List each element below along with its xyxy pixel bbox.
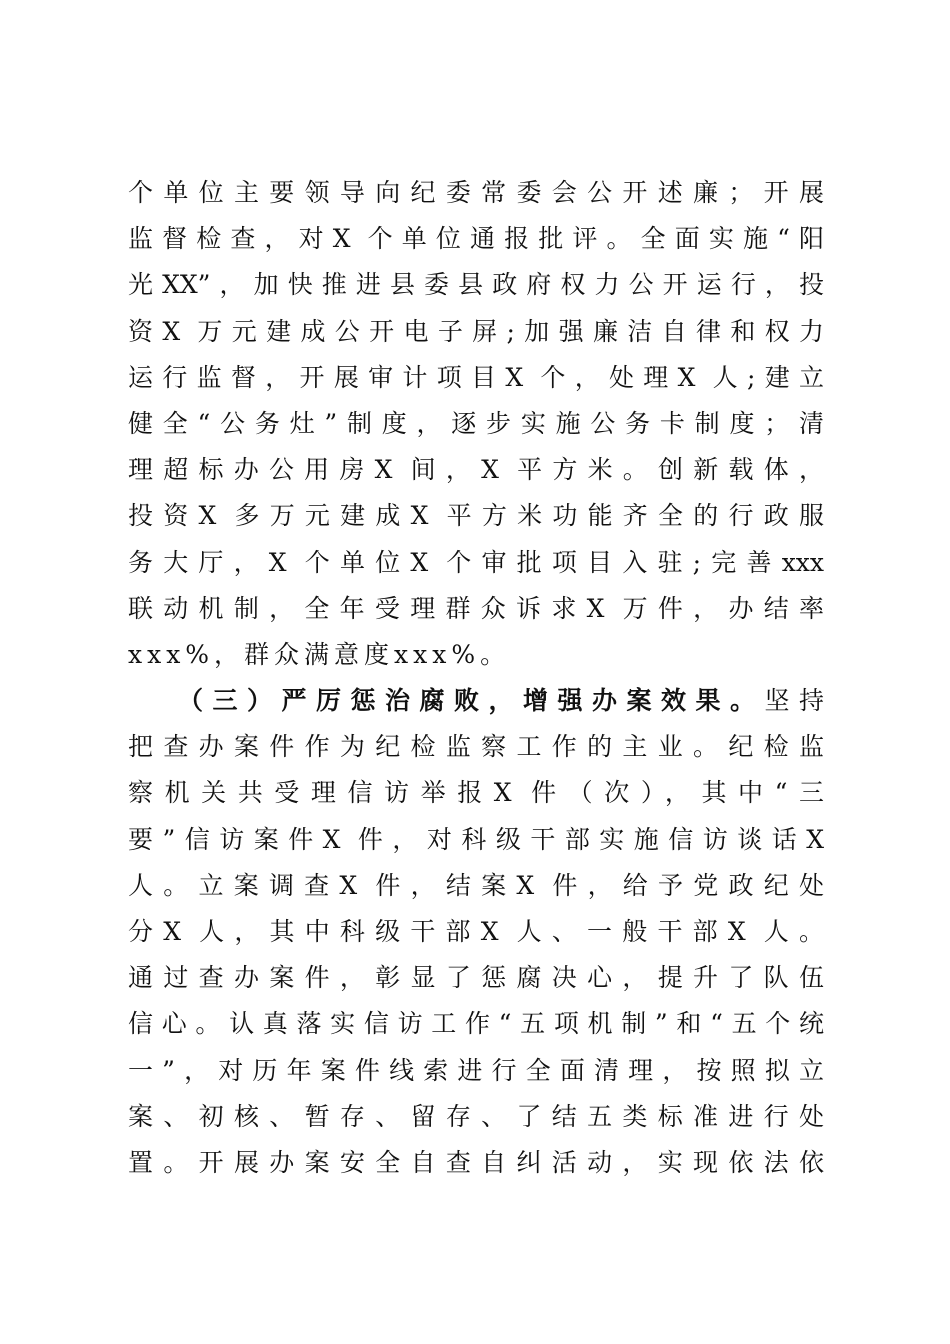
paragraph-2-first-line-text: 坚持 [764, 686, 824, 716]
paragraph-2-first-line [128, 678, 824, 724]
paragraph-1-line: 健全“公务灶”制度，逐步实施公务卡制度；清 [128, 408, 824, 438]
paragraph-2-line: 置。开展办案安全自查自纠活动，实现依法依 [128, 1147, 824, 1177]
paragraph-1-line: 务大厅，X 个单位X 个审批项目入驻;完善xxx [128, 547, 824, 577]
paragraph-2-line: 要”信访案件X 件，对科级干部实施信访谈话X [128, 824, 824, 854]
paragraph-2-line: 人。立案调查X 件，结案X 件，给予党政纪处 [128, 870, 824, 900]
paragraph-1-line: 联动机制，全年受理群众诉求X 万件，办结率 [128, 593, 824, 623]
paragraph-1-line: 监督检查，对X 个单位通报批评。全面实施“阳 [128, 224, 824, 254]
paragraph-1-line: 资X 万元建成公开电子屏;加强廉洁自律和权力 [128, 316, 824, 346]
paragraph-2-line: 把查办案件作为纪检监察工作的主业。纪检监 [128, 732, 824, 762]
paragraph-1-line: 光XX”，加快推进县委县政府权力公开运行，投 [128, 270, 824, 300]
paragraph-2-line: 察机关共受理信访举报X 件（次），其中“三 [128, 778, 824, 808]
paragraph-2-line: 分X 人，其中科级干部X 人、一般干部X 人。 [128, 917, 824, 946]
paragraph-2-line: 信心。认真落实信访工作“五项机制”和“五个统 [128, 1009, 824, 1039]
paragraph-1-line: 运行监督，开展审计项目X 个，处理X 人;建立 [128, 362, 824, 392]
paragraph-2-line: 案、初核、暂存、留存、了结五类标准进行处 [128, 1101, 824, 1131]
paragraph-1-line: 投资X 多万元建成X 平方米功能齐全的行政服 [128, 501, 824, 531]
section-heading: （三）严厉惩治腐败，增强办案效果。 [178, 686, 765, 716]
document-body [128, 170, 824, 1186]
paragraph-1-line: xxx%，群众满意度xxx%。 [128, 639, 511, 669]
paragraph-1-line: 个单位主要领导向纪委常委会公开述廉；开展 [128, 178, 824, 207]
paragraph-2-line: 一”，对历年案件线索进行全面清理，按照拟立 [128, 1055, 824, 1085]
paragraph-1-line: 理超标办公用房X 间，X 平方米。创新载体， [128, 455, 824, 485]
paragraph-2-line: 通过查办案件，彰显了惩腐决心，提升了队伍 [128, 963, 824, 993]
